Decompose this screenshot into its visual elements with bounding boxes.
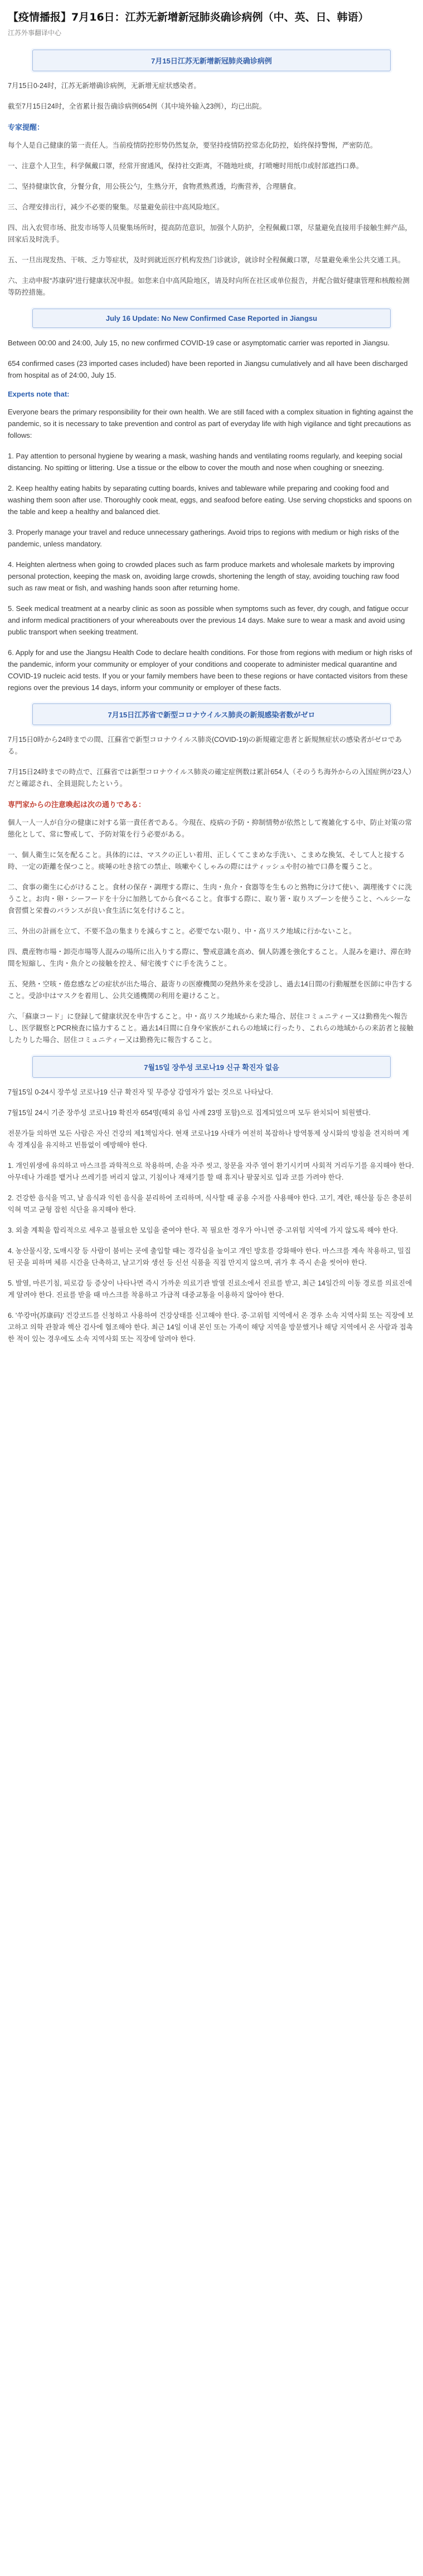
experts-tips-heading: Experts note that: (8, 390, 70, 398)
paragraph: 每个人是自己健康的第一责任人。当前疫情防控形势仍然复杂，要坚持疫情防控常态化防控，始终保持警惕，严密防范。 (8, 141, 377, 149)
section-banner-en: July 16 Update: No New Confirmed Case Reported in Jiangsu (32, 309, 391, 328)
section-japanese (8, 703, 415, 1046)
paragraph: 4. Heighten alertness when going to crowded places such as farm produce markets and wholesale markets by improving personal protection, keeping the mask on, avoiding large crowds, shortening the length of stay, avoiding touching raw food such as raw meat or fish, and washing hands soon after returning home. (8, 560, 400, 592)
paragraph: 5. Seek medical treatment at a nearby clinic as soon as possible when symptoms such as fever, dry cough, and fatigue occur and inform medical practitioners of your whereabouts over the previous 14 days. Make sure to wear a mask and avoid using public transport when seeking treatment. (8, 604, 409, 636)
paragraph: 2. 건강한 음식을 먹고, 날 음식과 익힌 음식을 분리하여 조리하며, 식사할 때 공용 수저를 사용해야 한다. 고기, 계란, 해산물 등은 충분히 익혀 먹고 균형 잡힌 식단을 유지해야 한다. (8, 1194, 412, 1214)
experts-tips-heading: 专家提醒： (8, 123, 45, 131)
paragraph: 五、発熱・空咳・倦怠感などの症状が出た場合、最寄りの医療機関の発熱外来を受診し、過去14日間の行動履歴を医師に申告すること。受診中はマスクを着用し、公共交通機関の利用を避けること。 (8, 980, 413, 1000)
section-korean (8, 1056, 415, 1345)
paragraph: 6. Apply for and use the Jiangsu Health Code to declare health conditions. For those from regions with medium or high risks of the pandemic, inform your community or employer of your conditions and cooperate to administer medical quarantine and COVID-19 nucleic acid tests. If you or your family members have been to these regions or have contacted visitors from these regions over the previous 14 days, inform your community or employer of these facts. (8, 648, 412, 692)
paragraph: 7월15일 0-24시 장쑤성 코로나19 신규 확진자 및 무증상 감염자가 없는 것으로 나타났다. (8, 1088, 273, 1096)
paragraph: 1. 개인위생에 유의하고 마스크를 과학적으로 착용하며, 손을 자주 씻고, 창문을 자주 열어 환기시키며 사회적 거리두기를 유지해야 한다. 아무데나 가래를 뱉거나 쓰레기를 버리지 않고, 기침이나 재채기를 할 때 휴지나 팔꿈치로 입과 코를 가려야 한다. (8, 1162, 414, 1181)
section-banner-zh: 7月15日江苏无新增新冠肺炎确诊病例 (32, 50, 391, 71)
paragraph: 二、坚持健康饮食，分餐分食，用公筷公勺，生熟分开，食物煮熟煮透，均衡营养，合理膳食。 (8, 183, 301, 190)
section-banner-ja: 7月15日江苏省で新型コロナウイルス肺炎の新規感染者数がゼロ (32, 703, 391, 725)
paragraph: 7月15日0-24时，江苏无新增确诊病例，无新增无症状感染者。 (8, 82, 201, 90)
paragraph: 6. '쑤캉마(苏康码)' 건강코드를 신청하고 사용하여 건강상태를 신고해야 한다. 중·고위험 지역에서 온 경우 소속 지역사회 또는 직장에 보고하고 의학 관찰과 핵산 검사에 협조해야 한다. 최근 14일 이내 본인 또는 가족이 해당 지역을 방문했거나 해당 지역에서 온 사람과 접촉한 적이 있는 경우에도 소속 지역사회 또는 직장에 알려야 한다. (8, 1312, 414, 1343)
paragraph: 4. 농산물시장, 도매시장 등 사람이 붐비는 곳에 출입할 때는 경각심을 높이고 개인 방호를 강화해야 한다. 마스크를 계속 착용하고, 밀집된 곳을 피하며 체류 시간을 단축하고, 날고기와 생선 등 신선 식품을 직접 만지지 않으며, 귀가 후 즉시 손을 씻어야 한다. (8, 1247, 411, 1267)
paragraph: 7月15日24時までの時点で、江蘇省では新型コロナウイルス肺炎の確定症例数は累計654人（そのうち海外からの入国症例が23人）だと確認され、全員退院したという。 (8, 768, 412, 788)
paragraph: 一、注意个人卫生，科学佩戴口罩，经常开窗通风，保持社交距离，不随地吐痰，打喷嚏时用纸巾或肘部遮挡口鼻。 (8, 162, 363, 170)
paragraph: 一、個人衛生に気を配ること。具体的には、マスクの正しい着用、正しくてこまめな手洗い、こまめな換気、そして人と接する時、一定の距離を保つこと。痰唾の吐き捨ての禁止、咳嗽やくしゃみの際にはティッシュや肘の袖で口鼻を覆うこと。 (8, 851, 405, 871)
paragraph: 六、主动申报“苏康码”进行健康状况申报。如您来自中高风险地区，请及时向所在社区或单位报告，并配合做好健康管理和核酸检测等防控措施。 (8, 277, 410, 296)
article-title: 【疫情播报】7月16日：江苏无新增新冠肺炎确诊病例（中、英、日、韩语） (8, 11, 369, 23)
paragraph: 六、「蘇康コード」に登録して健康状況を申告すること。中・高リスク地域から来た場合、居住コミュニティー又は勤務先へ報告し、医学観察とPCR検査に協力すること。過去14日間に自身や家族がこれらの地域に行ったり、これらの地域からの来訪者と接触したりした場合、居住コミュニティー又は勤務先に報告すること。 (8, 1013, 414, 1044)
paragraph: 654 confirmed cases (23 imported cases included) have been reported in Jiangsu cumulatively and all have been discharged from hospital as of 24:00, July 15. (8, 359, 408, 379)
section-english (8, 309, 415, 693)
paragraph: 三、外出の計画を立て、不要不急の集まりを減らすこと。必要でない限り、中・高リスク地域に行かないこと。 (8, 927, 356, 935)
paragraph: 四、出入农贸市场、批发市场等人员聚集场所时，提高防范意识，加强个人防护，全程佩戴口罩，尽量避免直接用手接触生鲜产品，回家后及时洗手。 (8, 224, 412, 243)
article-source[interactable]: 江苏外事翻译中心 (8, 29, 62, 37)
paragraph: Between 00:00 and 24:00, July 15, no new confirmed COVID-19 case or asymptomatic carrier was reported in Jiangsu. (8, 339, 390, 347)
paragraph: 1. Pay attention to personal hygiene by wearing a mask, washing hands and ventilating rooms regularly, and keeping social distancing. No spitting or littering. Use a tissue or the elbow to cover the mouth and nose when coughing or sneezing. (8, 452, 402, 472)
experts-tips-heading: 専門家からの注意喚起は次の通りである： (8, 800, 146, 809)
section-banner-ko: 7월15일 장쑤성 코로나19 신규 확진자 없음 (32, 1056, 391, 1078)
paragraph: 3. Properly manage your travel and reduce unnecessary gatherings. Avoid trips to regions with medium or high risks of the pandemic, unless mandatory. (8, 528, 400, 548)
section-chinese (8, 50, 415, 299)
paragraph: Everyone bears the primary responsibility for their own health. We are still faced with a complex situation in fighting against the pandemic, so it is necessary to take prevention and control as part of everyday life with high vigilance and tight precautions as follows: (8, 408, 414, 439)
paragraph: 四、農産物市場・卸売市場等人混みの場所に出入りする際に、警戒意識を高め、個人防護を強化すること。人混みを避け、滞在時間を短縮し、生肉・魚介との接触を控え、帰宅後すぐに手を洗うこと。 (8, 948, 412, 967)
paragraph: 2. Keep healthy eating habits by separating cutting boards, knives and tableware while preparing and cooking food and washing them soon after use. Thoroughly cook meat, eggs, and seafood before eating. Use serving chopsticks and spoons on the table and keep a healthy and balanced diet. (8, 484, 412, 516)
paragraph: 五、一旦出现发热、干咳、乏力等症状，及时到就近医疗机构发热门诊就诊，就诊时全程佩戴口罩，尽量避免乘坐公共交通工具。 (8, 256, 405, 264)
paragraph: 二、食事の衛生に心がけること。食材の保存・調理する際に、生肉・魚介・食器等を生ものと熟物に分けて使い、調理後すぐに洗うこと。お肉・卵・シーフードを十分に加熱してから食べること。食事する際に、取り箸・取りスプーンを使うこと、ヘルシーな食習慣と栄養のバランスが良い食生活に気を付けること。 (8, 883, 412, 915)
paragraph: 전문가들 의하면 모든 사람은 자신 건강의 제1책임자다. 현재 코로나19 사태가 여전히 복잡하나 방역통제 상시화의 방침을 견지하며 계속 경계심을 유지하고 빈틈없이 예방해야 한다. (8, 1130, 409, 1149)
paragraph: 三、合理安排出行，减少不必要的聚集。尽量避免前往中高风险地区。 (8, 203, 224, 211)
paragraph: 5. 발열, 마른기침, 피로감 등 증상이 나타나면 즉시 가까운 의료기관 발열 진료소에서 진료를 받고, 최근 14일간의 이동 경로를 의료진에게 알려야 한다. 진료를 받을 때 마스크를 착용하고 가급적 대중교통을 이용하지 않아야 한다. (8, 1279, 412, 1299)
paragraph: 個人一人一人が自分の健康に対する第一責任者である。今現在、疫病の予防・抑制情勢が依然として複雑化する中、防止対策の常態化として、常に警戒して、予防対策を行う必要がある。 (8, 819, 412, 838)
paragraph: 7월15일 24시 기준 장쑤성 코로나19 확진자 654명(해외 유입 사례 23명 포함)으로 집계되었으며 모두 완치되어 퇴원했다. (8, 1109, 371, 1117)
paragraph: 截至7月15日24时，全省累计报告确诊病例654例（其中境外输入23例），均已出院。 (8, 102, 266, 110)
paragraph: 7月15日0時から24時までの間、江蘇省で新型コロナウイルス肺炎(COVID-19)の新規確定患者と新規無症状の感染者がゼロである。 (8, 736, 402, 755)
paragraph: 3. 외출 계획을 합리적으로 세우고 불필요한 모임을 줄여야 한다. 꼭 필요한 경우가 아니면 중·고위험 지역에 가지 않도록 해야 한다. (8, 1226, 398, 1234)
